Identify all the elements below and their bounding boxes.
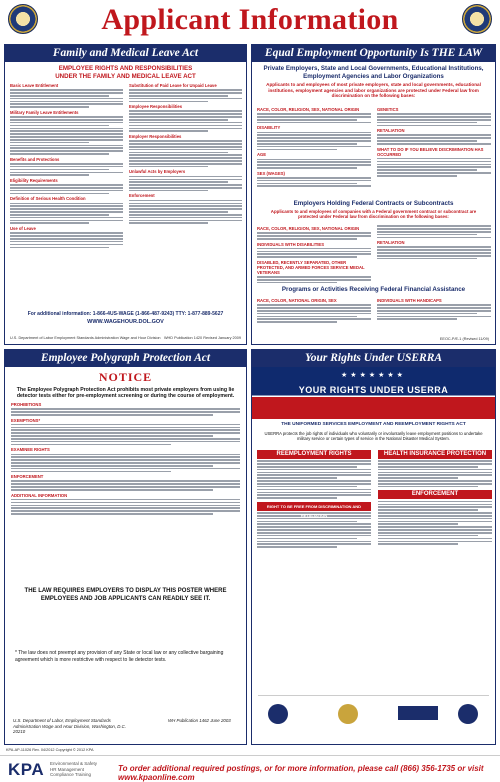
eeo-contractors-right [377, 224, 491, 261]
eppa-footer-left: U.S. Department of Labor, Employment Standards Administration Wage and Hour Division, Washington, D.C. 20210 [13, 718, 127, 734]
fmla-section-title: Use of Leave [10, 226, 36, 232]
fmla-footer-left: U.S. Department of Labor Employment Standards Administration Wage and Hour Division [10, 336, 161, 340]
dol-seal-icon [268, 704, 288, 724]
kpa-tagline [50, 761, 97, 778]
dod-seal-icon [338, 704, 358, 724]
eeo-contractors-left [257, 224, 371, 285]
poster-header [0, 0, 500, 40]
kpa-logo: KPA [8, 760, 45, 779]
eeo-federal-heading: Programs or Activities Receiving Federal Financial Assistance [281, 286, 466, 293]
eeo-title: Equal Employment Opportunity Is THE LAW [252, 45, 495, 62]
page-title: Applicant Information [101, 3, 399, 36]
userra-section-title: ENFORCEMENT [378, 490, 492, 499]
eeo-heading-2: Employment Agencies and Labor Organizations [303, 72, 444, 80]
eeo-section-title: DISABLED, RECENTLY SEPARATED, OTHER PROTECTED, AND ARMED FORCES SERVICE MEDAL VETERANS [257, 259, 365, 275]
fmla-heading-1: EMPLOYEE RIGHTS AND RESPONSIBILITIES [58, 65, 193, 72]
userra-banner-text: YOUR RIGHTS UNDER USERRA [298, 385, 449, 395]
eeo-contractors-intro: Applicants to and employees of companies with a Federal government contract or subcontract are protected under Federal law from discrimination on the following bases: [270, 209, 477, 220]
userra-section-title: REEMPLOYMENT RIGHTS [257, 450, 371, 459]
kpa-tagline-3: Compliance Training [50, 772, 92, 777]
userra-subtitle: THE UNIFORMED SERVICES EMPLOYMENT AND REEMPLOYMENT RIGHTS ACT [281, 422, 466, 427]
page-footer [0, 755, 500, 782]
eppa-body [11, 400, 240, 516]
userra-panel [251, 349, 496, 745]
fmla-url[interactable]: WWW.WAGEHOUR.DOL.GOV [87, 319, 164, 325]
eeo-section-title: DISABILITY [257, 125, 281, 131]
kpa-tagline-2: HR Management [50, 766, 85, 772]
fmla-section-title: Substitution of Paid Leave for Unpaid Leave [129, 83, 217, 88]
eeo-heading-1: Private Employers, State and Local Governments, Educational Institutions, [263, 65, 484, 72]
kpa-tagline-1: Environmental & Safety [50, 761, 98, 766]
userra-banner [252, 367, 495, 419]
eeo-section-title: RETALIATION [377, 240, 405, 246]
fmla-section-title: Definition of Serious Health Condition [10, 196, 86, 202]
fmla-panel [4, 44, 247, 345]
fmla-section-title: Enforcement [129, 193, 155, 199]
eppa-section-title: PROHIBITIONS [11, 402, 42, 407]
eeo-section-title: RETALIATION [377, 128, 405, 134]
esgr-logo-icon [398, 706, 438, 720]
eeo-section-title: RACE, COLOR, NATIONAL ORIGIN, SEX [257, 298, 337, 303]
eppa-subtitle: The Employee Polygraph Protection Act prohibits most private employers from using lie detector tests either for pre-employment screening or during the course of employment. [16, 387, 235, 400]
stars-icon: ★★★★★★★ [341, 372, 406, 379]
eeoc-seal-icon [462, 4, 492, 34]
eeo-section-title: WHAT TO DO IF YOU BELIEVE DISCRIMINATION HAS OCCURRED [377, 146, 484, 157]
userra-column-right [378, 450, 492, 546]
form-number: KPA-AP-11026 Rev. 04/2012 Copyright © 2012 KPA [6, 748, 94, 752]
userra-title: Your Rights Under USERRA [252, 350, 495, 367]
eeo-column-right [377, 105, 491, 178]
fmla-section-title: Basic Leave Entitlement [10, 83, 59, 88]
userra-logos [258, 695, 489, 735]
fmla-column-left [10, 81, 123, 249]
eppa-footnote: * The law does not preempt any provision of any State or local law or any collective bargaining agreement which is more restrictive with respect to lie detector tests. [15, 650, 224, 663]
eeo-contractors-heading: Employers Holding Federal Contracts or Subcontracts [293, 200, 454, 207]
eppa-law-note: THE LAW REQUIRES EMPLOYERS TO DISPLAY THIS POSTER WHERE EMPLOYEES AND JOB APPLICANTS CAN READILY SEE IT. [24, 588, 227, 602]
eeo-column-left [257, 105, 371, 188]
fmla-heading-2: UNDER THE FAMILY AND MEDICAL LEAVE ACT [55, 72, 196, 80]
eeo-section-title: RACE, COLOR, RELIGION, SEX, NATIONAL ORIGIN [257, 107, 360, 112]
userra-section-title: RIGHT TO BE FREE FROM DISCRIMINATION AND RETALIATION [257, 502, 371, 511]
fmla-title: Family and Medical Leave Act [5, 45, 246, 62]
fmla-section-title: Employer Responsibilities [129, 133, 182, 139]
fmla-section-title: Unlawful Acts by Employers [129, 169, 186, 175]
eppa-notice-heading: NOTICE [98, 370, 153, 384]
eeo-federal-right [377, 296, 491, 321]
eppa-panel [4, 349, 247, 745]
fmla-section-title: Eligibility Requirements [10, 177, 58, 183]
fmla-contact: For additional information: 1-866-4US-WAGE (1-866-487-9243) TTY: 1-877-889-5627 [27, 311, 224, 317]
userra-section-title: HEALTH INSURANCE PROTECTION [378, 450, 492, 459]
eppa-section-title: EXAMINEE RIGHTS [11, 447, 50, 453]
eeo-section-title: SEX (WAGES) [257, 170, 285, 176]
eeo-panel [251, 44, 496, 345]
fmla-section-title: Benefits and Protections [10, 156, 60, 162]
fmla-section-title: Military Family Leave Entitlements [10, 109, 79, 115]
fmla-column-right [129, 81, 242, 225]
eppa-section-title: EXEMPTIONS* [11, 417, 41, 423]
eeo-section-title: INDIVIDUALS WITH DISABILITIES [257, 241, 324, 247]
eeo-section-title: RACE, COLOR, RELIGION, SEX, NATIONAL ORIGIN [257, 226, 360, 231]
fmla-footer-right: WHD Publication 1420 Revised January 2009 [163, 336, 241, 340]
eppa-section-title: ADDITIONAL INFORMATION [11, 492, 68, 498]
eppa-title: Employee Polygraph Protection Act [5, 350, 246, 367]
order-info: To order additional required postings, or for more information, please call (866) 356-1735 or visit www.kpaonline.com [118, 764, 484, 782]
eeo-intro: Applicants to and employees of most private employers, state and local governments, educational institutions, employment agencies and labor organizations are protected under Federal law from discrimination on the following bases: [266, 82, 481, 98]
eeo-section-title: AGE [257, 152, 267, 158]
eeo-footer: EEOC-P/E-1 (Revised 11/09) [439, 337, 489, 341]
eeo-section-title: INDIVIDUALS WITH HANDICAPS [377, 298, 442, 303]
fmla-section-title: Employee Responsibilities [129, 104, 183, 110]
osc-seal-icon [458, 704, 478, 724]
userra-column-left [257, 450, 371, 549]
eeo-section-title: GENETICS [377, 107, 399, 112]
eppa-section-title: ENFORCEMENT [11, 474, 44, 480]
userra-intro: USERRA protects the job rights of individuals who voluntarily or involuntarily leave employment positions to undertake military service or certain types of service in the National Disaster Medical System. [264, 431, 483, 442]
eppa-footer-right: WH Publication 1462 June 2003 [168, 718, 231, 723]
eeo-federal-left [257, 296, 371, 324]
